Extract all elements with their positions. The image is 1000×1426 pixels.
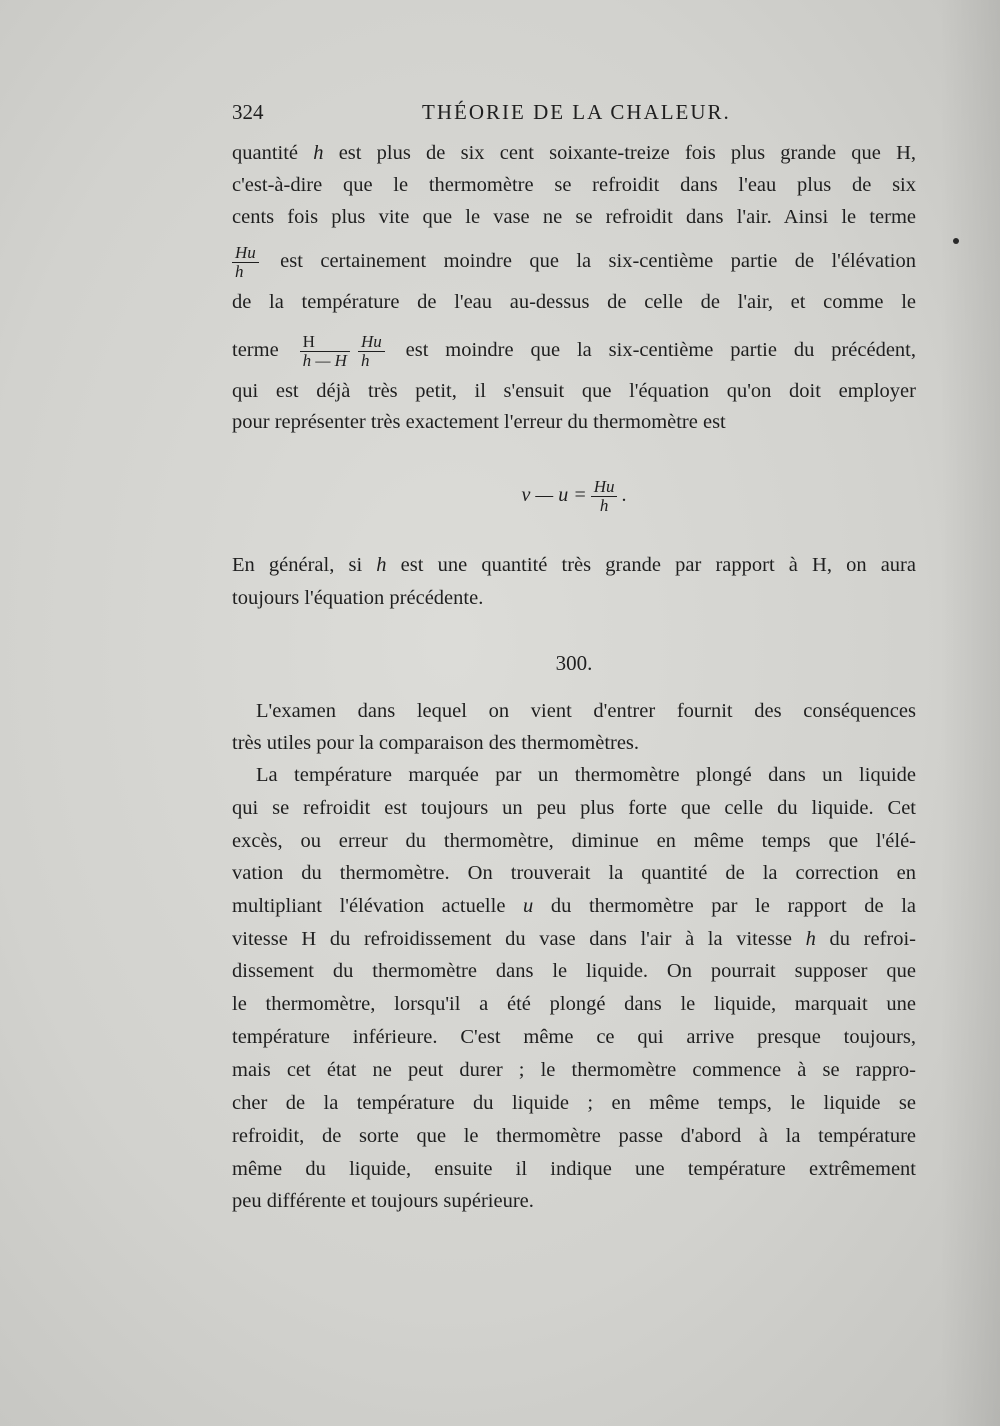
- text-line: cher de la température du liquide ; en même temps, le liquide se: [232, 1092, 916, 1114]
- text-line: c'est-à-dire que le thermomètre se refroidit dans l'eau plus de six: [232, 174, 916, 196]
- equation: v — u = $\frac{Hu}{h}$ .: [521, 476, 627, 515]
- text-line: multipliant l'élévation actuelle u du thermomètre par le rapport de la: [232, 895, 916, 917]
- text-line: La température marquée par un thermomètre plongé dans un liquide: [256, 764, 916, 786]
- text-line: qui est déjà très petit, il s'ensuit que l'équation qu'on doit employer: [232, 380, 916, 402]
- fraction: $\frac{Hu}{h}$: [591, 478, 618, 515]
- text-line: mais cet état ne peut durer ; le thermomètre commence à se rappro-: [232, 1059, 916, 1081]
- fraction: $\frac{H}{h — H}$: [300, 333, 350, 370]
- text-line: vation du thermomètre. On trouverait la quantité de la correction en: [232, 862, 916, 884]
- running-title: THÉORIE DE LA CHALEUR.: [422, 100, 731, 124]
- section-number: 300.: [555, 651, 593, 675]
- text-line: le thermomètre, lorsqu'il a été plongé dans le liquide, marquait une: [232, 993, 916, 1015]
- text-line: très utiles pour la comparaison des thermomètres.: [232, 732, 640, 754]
- text-line: température inférieure. C'est même ce qui arrive presque toujours,: [232, 1026, 916, 1048]
- text-line: quantité h est plus de six cent soixante-treize fois plus grande que H,: [232, 142, 916, 164]
- fraction: $\frac{Hu}{h}$: [358, 333, 385, 370]
- text-line: $\frac{Hu}{h}$ est certainement moindre que la six-centième partie de l'élévation: [232, 244, 916, 278]
- page-number: 324: [232, 100, 264, 124]
- text-line: L'examen dans lequel on vient d'entrer fournit des conséquences: [256, 700, 916, 722]
- text-line: cents fois plus vite que le vase ne se refroidit dans l'air. Ainsi le terme: [232, 206, 916, 228]
- text-line: dissement du thermomètre dans le liquide. On pourrait supposer que: [232, 960, 916, 982]
- text-line: peu différente et toujours supérieure.: [232, 1190, 534, 1212]
- text-line: toujours l'équation précédente.: [232, 587, 484, 609]
- ink-speck: [953, 238, 959, 244]
- text-line: refroidit, de sorte que le thermomètre passe d'abord à la température: [232, 1125, 916, 1147]
- fraction: $\frac{Hu}{h}$: [232, 244, 259, 281]
- text-line: excès, ou erreur du thermomètre, diminue en même temps que l'élé-: [232, 830, 916, 852]
- text-line: terme $\frac{H}{h — H}$ $\frac{Hu}{h}$ est moindre que la six-centième partie du précédent,: [232, 331, 916, 370]
- running-header: [232, 100, 916, 130]
- text-line: pour représenter très exactement l'erreur du thermomètre est: [232, 411, 726, 433]
- text-line: même du liquide, ensuite il indique une température extrêmement: [232, 1158, 916, 1180]
- page-shadow: [940, 0, 1000, 1426]
- text-line: En général, si h est une quantité très grande par rapport à H, on aura: [232, 554, 916, 576]
- text-line: vitesse H du refroidissement du vase dans l'air à la vitesse h du refroi-: [232, 928, 916, 950]
- text-line: qui se refroidit est toujours un peu plus forte que celle du liquide. Cet: [232, 797, 916, 819]
- text-line: de la température de l'eau au-dessus de celle de l'air, et comme le: [232, 291, 916, 313]
